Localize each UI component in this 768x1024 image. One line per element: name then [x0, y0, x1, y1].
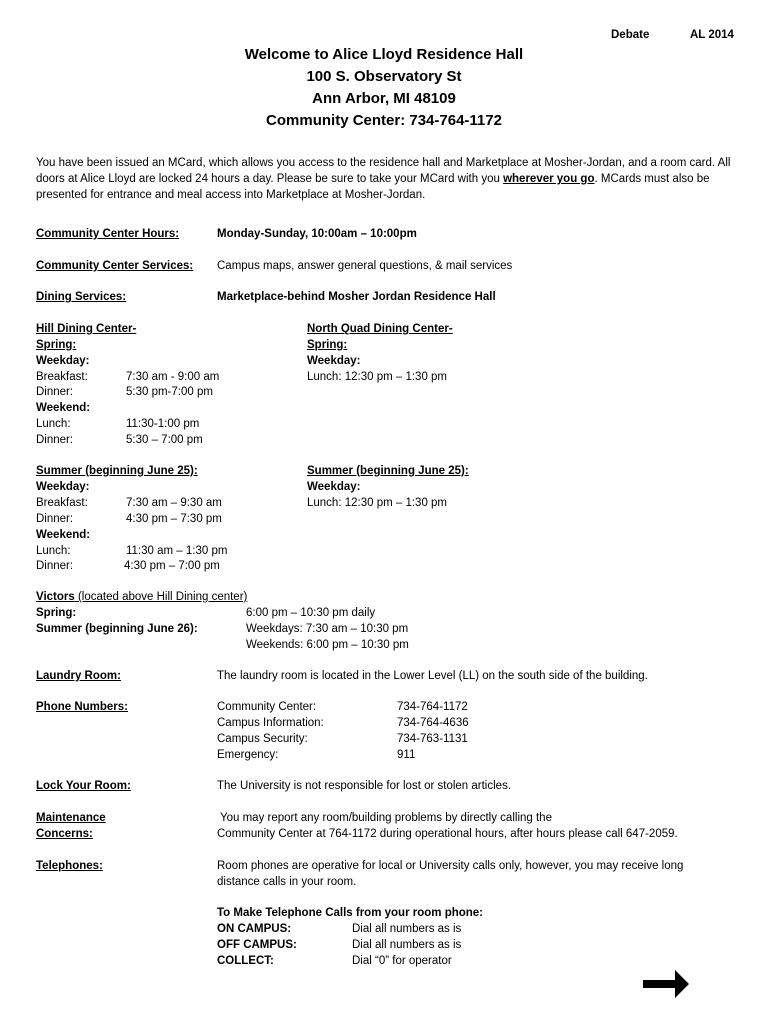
wherever-you-go: wherever you go [503, 173, 595, 185]
cc-services-label: Community Center Services: [36, 260, 194, 272]
nq-spring: Spring: [307, 339, 348, 351]
intro-line-2: doors at Alice Lloyd are locked 24 hours a day. Please be sure to take your MCard with you wherever you go. MCards must also be [36, 173, 710, 185]
hill-spring-breakfast-time: 7:30 am - 9:00 am [126, 371, 220, 383]
title-line-4: Community Center: 734-764-1172 [266, 112, 502, 129]
hill-spring-dinner2-time: 5:30 – 7:00 pm [126, 434, 203, 446]
phone-number: 734-764-4636 [397, 717, 469, 729]
phone-name: Emergency: [217, 749, 279, 761]
hill-spring-lunch-label: Lunch: [36, 418, 71, 430]
call-instruction: Dial all numbers as is [352, 923, 462, 935]
nq-summer: Summer (beginning June 25): [307, 465, 469, 477]
victors-spring-label: Spring: [36, 607, 77, 619]
hill-spring-dinner-time: 5:30 pm-7:00 pm [126, 386, 213, 398]
maintenance-label-1: Maintenance [36, 812, 106, 824]
debate-label: Debate [611, 29, 650, 41]
hill-summer-weekday: Weekday: [36, 481, 90, 493]
maintenance-line-2: Community Center at 764-1172 during operational hours, after hours please call 647-2059. [217, 828, 678, 840]
hill-summer-breakfast-time: 7:30 am – 9:30 am [126, 497, 222, 509]
lock-value: The University is not responsible for lost or stolen articles. [217, 780, 512, 792]
laundry-value: The laundry room is located in the Lower Level (LL) on the south side of the building. [217, 670, 648, 682]
nq-spring-weekday: Weekday: [307, 355, 361, 367]
hill-spring-dinner2-label: Dinner: [36, 434, 74, 446]
maintenance-line-1: You may report any room/building problems by directly calling the [220, 812, 552, 824]
hill-summer-breakfast-label: Breakfast: [36, 497, 88, 509]
hill-spring-weekday: Weekday: [36, 355, 90, 367]
hill-spring-lunch-time: 11:30-1:00 pm [126, 418, 200, 430]
hill-title: Hill Dining Center- [36, 323, 137, 335]
telephones-heading: To Make Telephone Calls from your room phone: [217, 907, 484, 919]
telephones-line-2: distance calls in your room. [217, 876, 357, 888]
call-instruction: Dial “0” for operator [352, 955, 452, 967]
hill-summer: Summer (beginning June 25): [36, 465, 198, 477]
victors-summer-weekdays: Weekdays: 7:30 am – 10:30 pm [246, 623, 409, 635]
laundry-label: Laundry Room: [36, 670, 121, 682]
nq-summer-lunch: Lunch: 12:30 pm – 1:30 pm [307, 497, 448, 509]
call-instruction: Dial all numbers as is [352, 939, 462, 951]
call-type: COLLECT: [217, 955, 274, 967]
hill-summer-dinner2-time: 4:30 pm – 7:00 pm [124, 560, 220, 572]
telephones-line-1: Room phones are operative for local or University calls only, however, you may receive long [217, 860, 684, 872]
victors-spring-value: 6:00 pm – 10:30 pm daily [246, 607, 376, 619]
lock-label: Lock Your Room: [36, 780, 131, 792]
phone-number: 734-764-1172 [397, 701, 468, 713]
nq-spring-lunch: Lunch: 12:30 pm – 1:30 pm [307, 371, 448, 383]
hill-summer-dinner2-label: Dinner: [36, 560, 74, 572]
nq-title: North Quad Dining Center- [307, 323, 453, 335]
title-line-2: 100 S. Observatory St [306, 68, 462, 85]
call-type: OFF CAMPUS: [217, 939, 297, 951]
phones-label: Phone Numbers: [36, 701, 129, 713]
hill-spring: Spring: [36, 339, 77, 351]
victors-summer-weekends: Weekends: 6:00 pm – 10:30 pm [246, 639, 409, 651]
nq-summer-weekday: Weekday: [307, 481, 361, 493]
dining-value: Marketplace-behind Mosher Jordan Residence Hall [217, 291, 496, 303]
victors-summer-label: Summer (beginning June 26): [36, 623, 198, 635]
phone-number: 734-763-1131 [397, 733, 468, 745]
telephones-label: Telephones: [36, 860, 103, 872]
right-arrow-icon [643, 969, 689, 999]
hill-spring-weekend: Weekend: [36, 402, 91, 414]
hill-summer-lunch-time: 11:30 am – 1:30 pm [126, 545, 228, 557]
hill-summer-dinner-time: 4:30 pm – 7:30 pm [126, 513, 222, 525]
phone-name: Community Center: [217, 701, 317, 713]
dining-label: Dining Services: [36, 291, 127, 303]
title-line-3: Ann Arbor, MI 48109 [312, 90, 456, 107]
cc-hours-value: Monday-Sunday, 10:00am – 10:00pm [217, 228, 417, 240]
phone-name: Campus Security: [217, 733, 308, 745]
hill-summer-lunch-label: Lunch: [36, 545, 71, 557]
hill-spring-dinner-label: Dinner: [36, 386, 74, 398]
phone-number: 911 [397, 749, 416, 761]
title-line-1: Welcome to Alice Lloyd Residence Hall [244, 46, 524, 63]
hill-summer-weekend: Weekend: [36, 529, 91, 541]
cc-hours-label: Community Center Hours: [36, 228, 180, 240]
phone-name: Campus Information: [217, 717, 324, 729]
victors-title: Victors (located above Hill Dining center) [36, 591, 248, 603]
maintenance-label-2: Concerns: [36, 828, 93, 840]
hill-summer-dinner-label: Dinner: [36, 513, 74, 525]
code-label: AL 2014 [690, 29, 734, 41]
cc-services-value: Campus maps, answer general questions, & mail services [217, 260, 513, 272]
hill-spring-breakfast-label: Breakfast: [36, 371, 88, 383]
intro-line-1: You have been issued an MCard, which allows you access to the residence hall and Marketplace at Mosher-Jordan, and a room card. All [36, 157, 731, 169]
intro-line-3: presented for entrance and meal access into Marketplace at Mosher-Jordan. [36, 189, 426, 201]
call-type: ON CAMPUS: [217, 923, 292, 935]
